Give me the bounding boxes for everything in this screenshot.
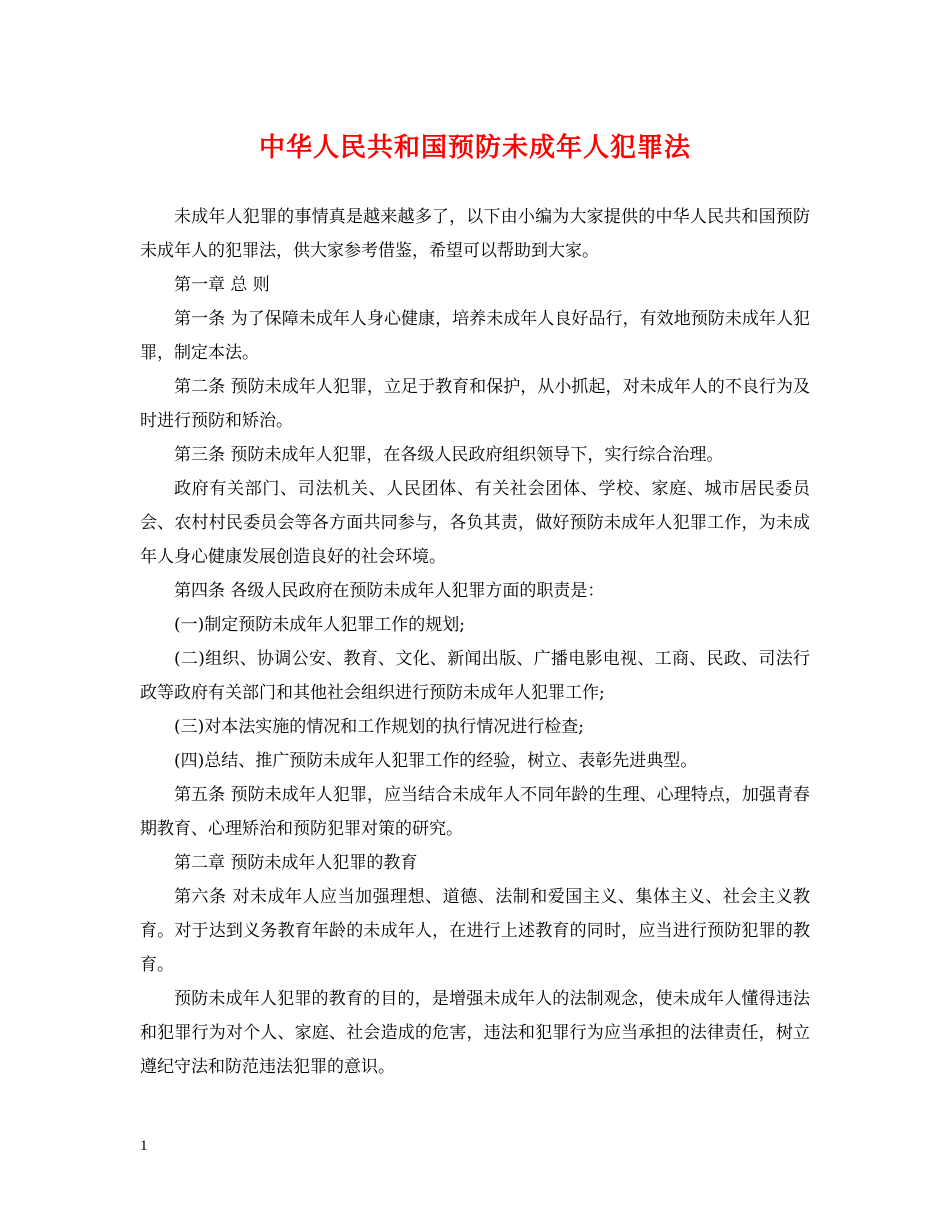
document-body [140,200,810,1084]
page-number: 1 [140,1138,148,1154]
article-paragraph: 政府有关部门、司法机关、人民团体、有关社会团体、学校、家庭、城市居民委员会、农村村民委员会等各方面共同参与，各负其责，做好预防未成年人犯罪工作，为未成年人身心健康发展创造良好的社会环境。 [140,479,810,567]
list-item: (四)总结、推广预防未成年人犯罪工作的经验，树立、表彰先进典型。 [174,751,698,771]
document-title: 中华人民共和国预防未成年人犯罪法 [258,133,691,163]
article-paragraph: 第一条 为了保障未成年人身心健康，培养未成年人良好品行，有效地预防未成年人犯罪，制定本法。 [140,309,810,363]
article-paragraph: 第五条 预防未成年人犯罪，应当结合未成年人不同年龄的生理、心理特点，加强青春期教育、心理矫治和预防犯罪对策的研究。 [140,785,810,839]
list-item: (三)对本法实施的情况和工作规划的执行情况进行检查; [174,717,584,737]
list-item: (一)制定预防未成年人犯罪工作的规划; [174,615,465,635]
chapter-heading: 第一章 总 则 [174,275,270,295]
article-paragraph: 第二条 预防未成年人犯罪，立足于教育和保护，从小抓起，对未成年人的不良行为及时进行预防和矫治。 [140,377,810,431]
article-paragraph: 第四条 各级人民政府在预防未成年人犯罪方面的职责是： [174,581,605,601]
article-paragraph: 第三条 预防未成年人犯罪，在各级人民政府组织领导下，实行综合治理。 [174,445,724,465]
chapter-heading: 第二章 预防未成年人犯罪的教育 [174,853,418,873]
article-paragraph: 预防未成年人犯罪的教育的目的，是增强未成年人的法制观念，使未成年人懂得违法和犯罪行为对个人、家庭、社会造成的危害，违法和犯罪行为应当承担的法律责任，树立遵纪守法和防范违法犯罪的意识。 [140,989,810,1077]
intro-paragraph: 未成年人犯罪的事情真是越来越多了，以下由小编为大家提供的中华人民共和国预防未成年人的犯罪法，供大家参考借鉴，希望可以帮助到大家。 [140,207,810,261]
article-paragraph: 第六条 对未成年人应当加强理想、道德、法制和爱国主义、集体主义、社会主义教育。对于达到义务教育年龄的未成年人，在进行上述教育的同时，应当进行预防犯罪的教育。 [140,887,810,975]
list-item: (二)组织、协调公安、教育、文化、新闻出版、广播电影电视、工商、民政、司法行政等政府有关部门和其他社会组织进行预防未成年人犯罪工作; [140,649,810,703]
